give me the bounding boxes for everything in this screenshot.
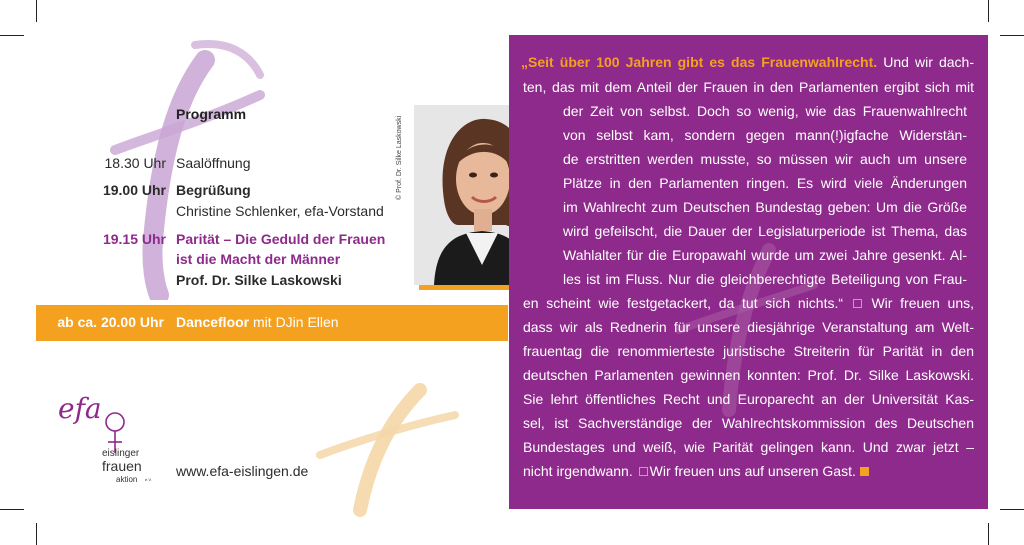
text-span: nicht irgendwann.: [523, 463, 633, 479]
brush-stroke-peach: [300, 380, 460, 520]
text-line: Sie lehrt öffentliches Recht und Europarecht an der Universität Kas-: [523, 391, 974, 407]
square-bullet-icon: [639, 467, 648, 476]
text-span: Wir freuen uns auf unseren Gast.: [649, 463, 856, 479]
text-span: Wir freuen uns,: [871, 295, 974, 311]
square-bullet-icon: [853, 299, 862, 308]
dancefloor-title: Dancefloor: [176, 314, 250, 330]
text-line: [521, 51, 974, 73]
text-line: Bundestages und weiß, wie Parität gelingen kann. Und zwar jetzt –: [523, 439, 974, 455]
efa-logo: [58, 392, 158, 492]
text-line: [523, 292, 974, 314]
logo-line1: eislinger: [102, 448, 140, 459]
crop-mark: [0, 509, 24, 510]
program-text: Begrüßung: [176, 182, 251, 198]
logo-line2: frauen: [102, 458, 142, 474]
program-time: ab ca. 20.00 Uhr: [57, 314, 164, 330]
program-text: [176, 314, 339, 330]
text-line: dass wir als Rednerin für unsere diesjährige Veranstaltung am Welt-: [523, 319, 974, 335]
text-line: wird gefeilscht, die Dauer der Legislaturperiode ist Thema, das: [563, 223, 967, 239]
program-time: 19.00 Uhr: [102, 182, 166, 198]
crop-mark: [1000, 509, 1024, 510]
crop-mark: [0, 35, 24, 36]
program-text: Christine Schlenker, efa-Vorstand: [176, 203, 384, 219]
text-panel: [509, 35, 988, 509]
text-span: en scheint wie festgetackert, da tut sich nichts.“: [523, 295, 844, 311]
text-line: [523, 460, 869, 482]
crop-mark: [1000, 35, 1024, 36]
program-time: 18.30 Uhr: [104, 155, 166, 171]
logo-line3: aktion: [116, 475, 138, 484]
website-link[interactable]: www.efa-eislingen.de: [176, 463, 309, 479]
program-time: 19.15 Uhr: [102, 231, 166, 247]
dancefloor-dj: mit DJin Ellen: [249, 314, 339, 330]
dancefloor-band: [36, 305, 508, 341]
program-title: Programm: [176, 106, 247, 122]
program-text: Parität – Die Geduld der Frauen: [176, 231, 386, 247]
text-line: de erstritten werden musste, so müssen wir auch um unsere: [563, 151, 967, 167]
text-line: von selbst kam, sondern gegen mann(!)igfache Widerstän-: [563, 127, 967, 143]
text-line: ten, das mit dem Anteil der Frauen in den Parlamenten ergibt sich mit: [523, 79, 974, 95]
end-square-icon: [860, 467, 869, 476]
photo-credit: © Prof. Dr. Silke Laskowski: [396, 115, 403, 200]
logo-mark: efa: [58, 392, 102, 425]
crop-mark: [36, 523, 37, 545]
text-line: Wahlalter für die Europawahl wurde um zwei Jahre gesenkt. Al-: [563, 247, 967, 263]
text-line: Plätze in den Parlamenten ringen. Es wird viele Änderungen: [563, 175, 967, 191]
crop-mark: [988, 0, 989, 22]
text-line: deutschen Parlamenten gewinnen konnten: Prof. Dr. Silke Laskowski.: [523, 367, 974, 383]
program-speaker: Prof. Dr. Silke Laskowski: [176, 272, 342, 288]
crop-mark: [36, 0, 37, 22]
text-line: im Wahlrecht zum Deutschen Bundestag geben: Um die Größe: [563, 199, 967, 215]
text-line: der Zeit von selbst. Doch so wenig, wie das Frauenwahlrecht: [563, 103, 967, 119]
text-line: les ist im Fluss. Nur die gleichberechtigte Beteiligung von Frau-: [563, 271, 967, 287]
text-span: Und wir dach-: [877, 54, 974, 70]
program-text: ist die Macht der Männer: [176, 251, 341, 267]
program-text: Saalöffnung: [176, 155, 251, 171]
crop-mark: [988, 523, 989, 545]
text-line: sel, ist Sachverständige der Wahlrechtskommission des Deutschen: [523, 415, 974, 431]
headline: „Seit über 100 Jahren gibt es das Frauenwahlrecht.: [521, 54, 878, 70]
text-line: frauentag die renommierteste juristische Streiterin für Parität in den: [523, 343, 974, 359]
logo-suffix: e.V.: [145, 477, 152, 482]
